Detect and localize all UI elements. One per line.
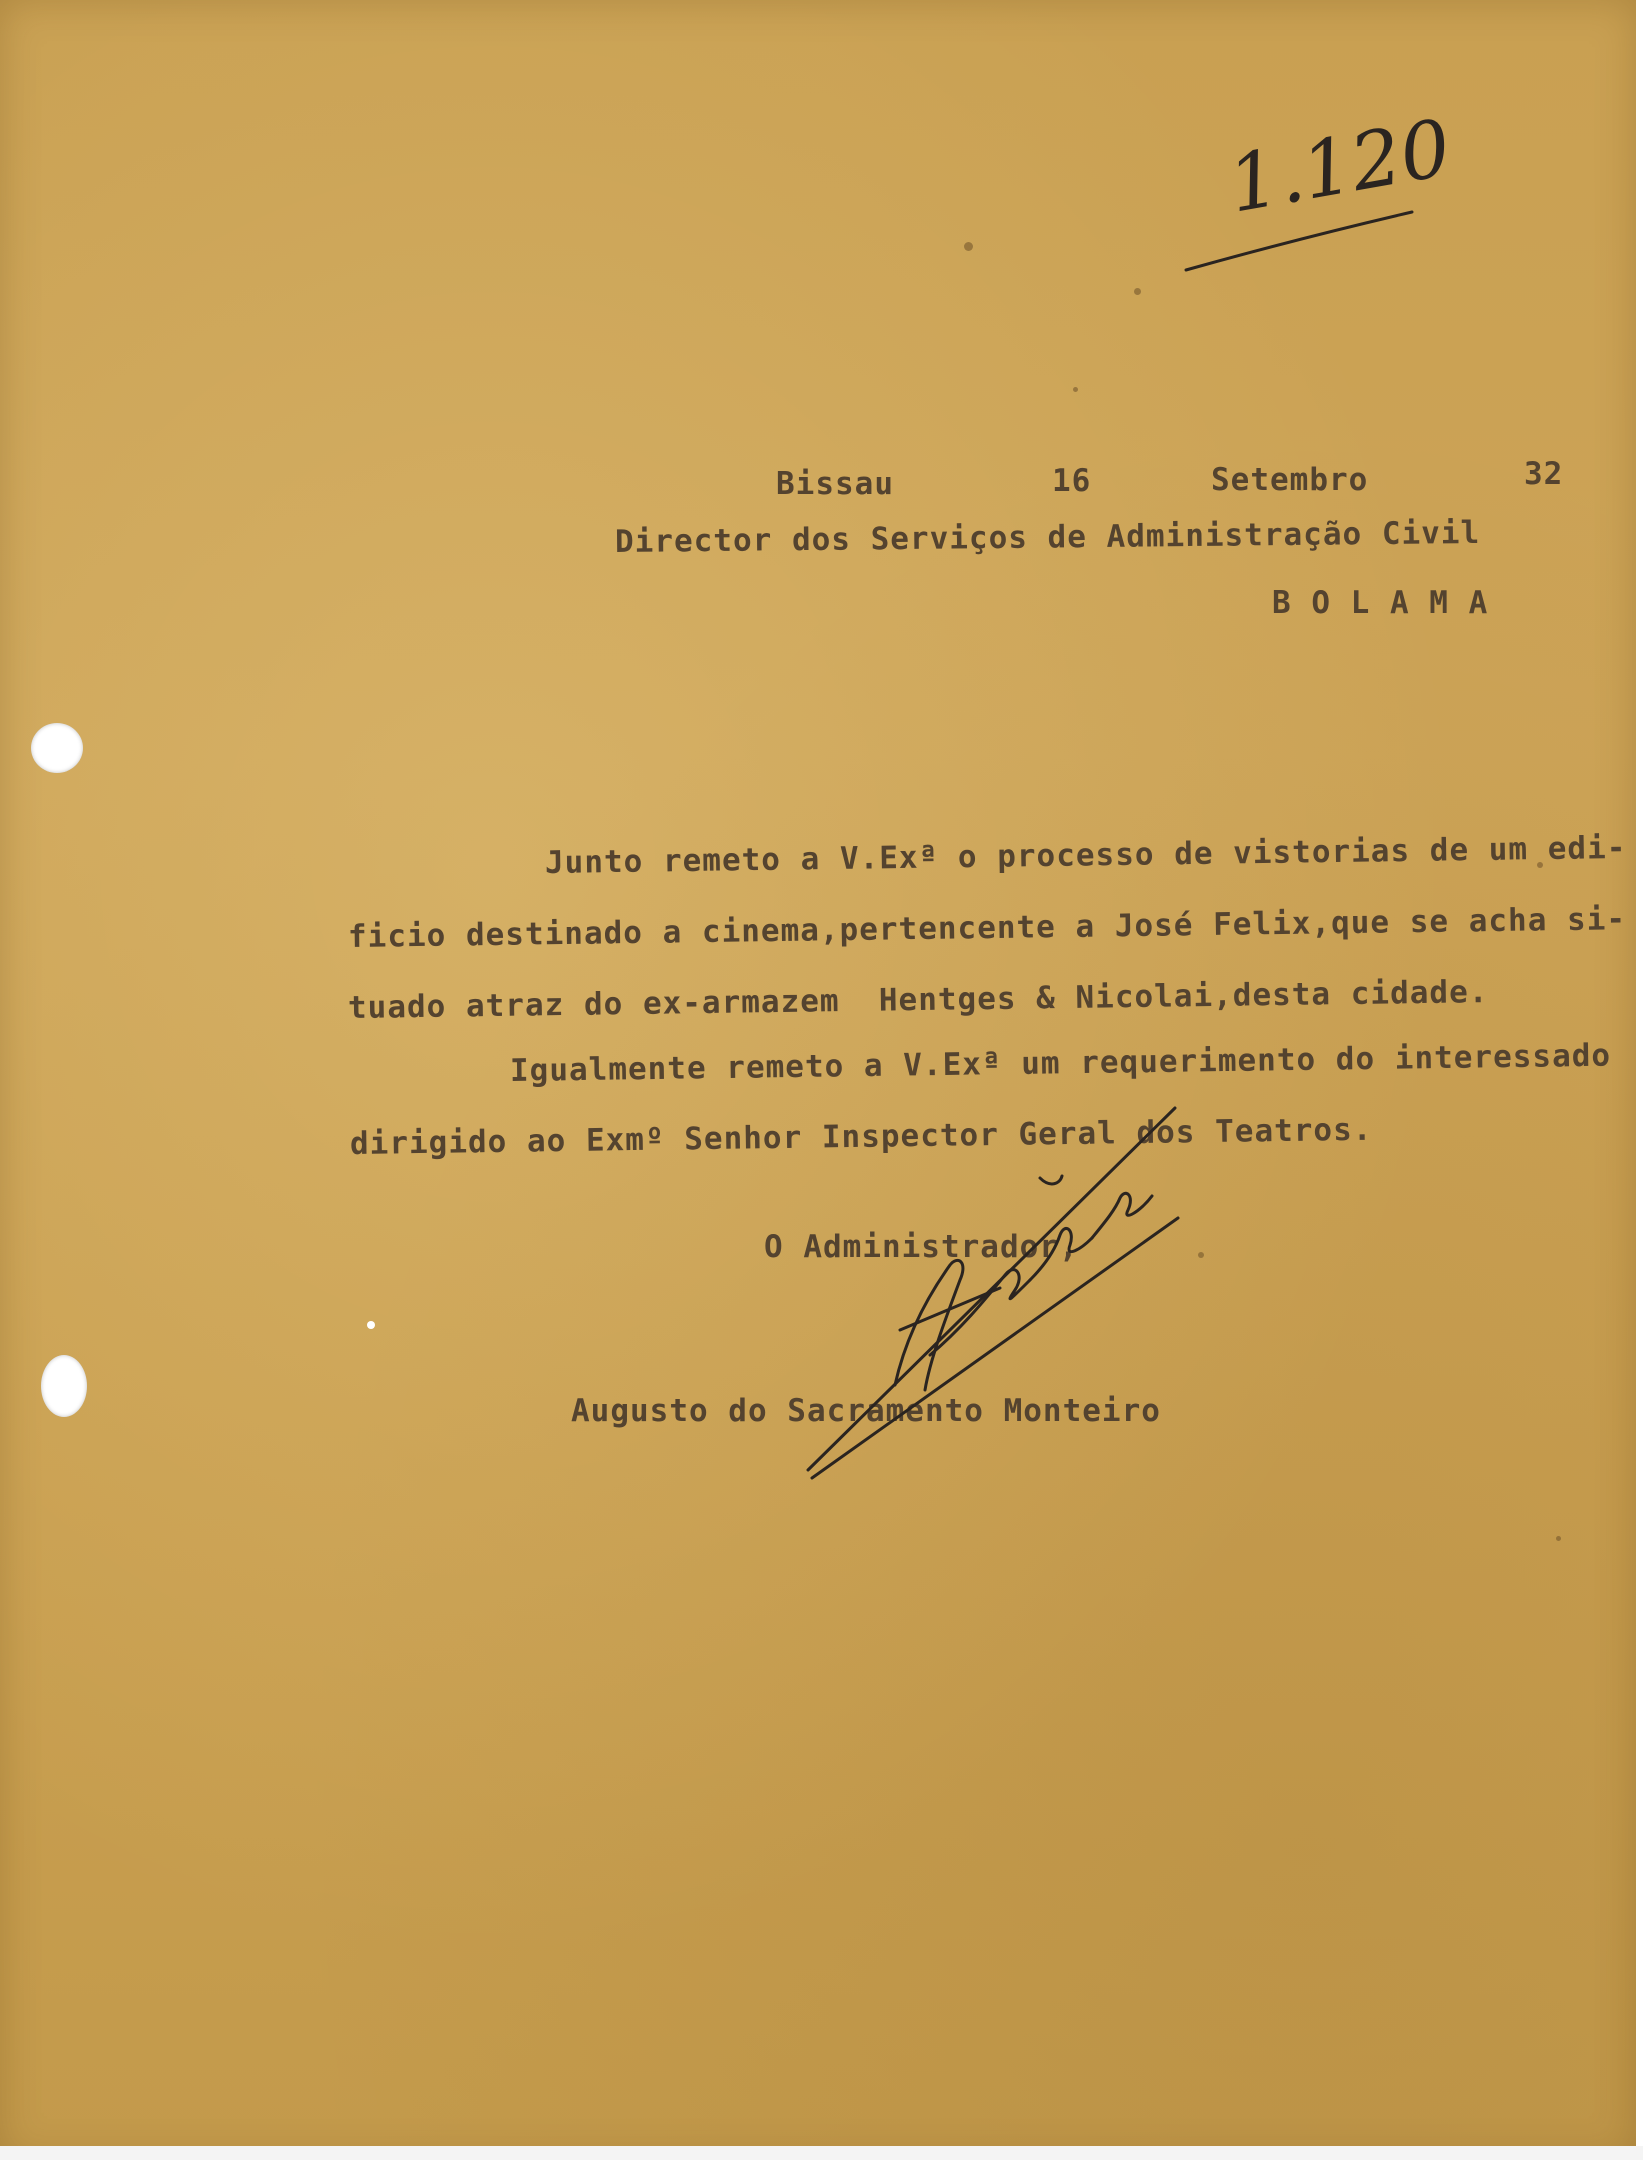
closing-name: Augusto do Sacramento Monteiro — [571, 1393, 1161, 1429]
body-paragraph-1-line-1: Junto remeto a V.Exª o processo de vistorias de um edi- — [544, 829, 1627, 881]
closing-title: O Administrador, — [764, 1229, 1079, 1265]
header-recipient: Director dos Serviços de Administração Civil — [614, 514, 1481, 560]
body-paragraph-2-line-2: dirigido ao Exmº Senhor Inspector Geral dos Teatros. — [349, 1111, 1373, 1162]
header-year: 32 — [1524, 456, 1564, 492]
paper-speck — [1198, 1252, 1204, 1258]
body-paragraph-1-line-3: tuado atraz do ex-armazem Hentges & Nicolai,desta cidade. — [347, 974, 1489, 1026]
paper-speck — [1073, 387, 1078, 392]
paper-speck — [1134, 288, 1141, 295]
archive-number-underline — [1180, 200, 1420, 280]
scan-margin-right — [1636, 0, 1643, 2160]
scan-margin-bottom — [0, 2146, 1643, 2160]
header-recipient-location: B O L A M A — [1272, 585, 1489, 621]
header-place: Bissau — [776, 466, 894, 502]
paper-speck — [964, 242, 973, 251]
header-day: 16 — [1052, 463, 1092, 499]
paper-speck — [1556, 1536, 1561, 1541]
punch-hole-bottom — [41, 1355, 87, 1417]
body-paragraph-2-line-1: Igualmente remeto a V.Exª um requerimento do interessado — [509, 1037, 1612, 1089]
header-month: Setembro — [1211, 462, 1369, 498]
archive-number: 1.120 — [1221, 103, 1458, 231]
body-paragraph-1-line-2: ficio destinado a cinema,pertencente a José Felix,que se acha si- — [347, 901, 1627, 955]
punch-hole-top — [31, 723, 83, 773]
paper-speck — [367, 1321, 375, 1329]
